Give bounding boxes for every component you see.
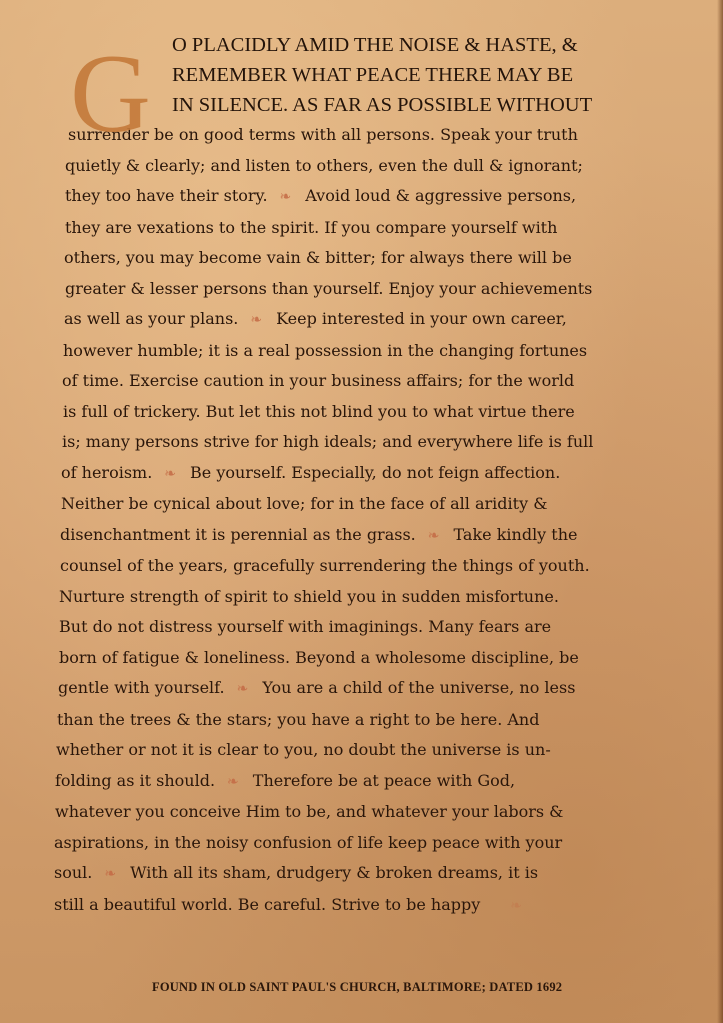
leaf-ornament-icon: ❧: [510, 897, 522, 914]
poem-line: [64, 304, 690, 336]
poem-line: [58, 673, 690, 705]
caps-line: REMEMBER WHAT PEACE THERE MAY BE: [172, 64, 574, 86]
poem-line: [65, 181, 690, 213]
poem-line-text: Nurture strength of spirit to shield you in sudden misfortune.: [59, 586, 559, 606]
poem-line-text: of time. Exercise caution in your business affairs; for the world: [62, 371, 575, 390]
drop-cap: G: [70, 32, 151, 156]
leaf-ornament-icon: ❧: [427, 527, 440, 544]
poem-line-text: Neither be cynical about love; for in the face of all aridity &: [61, 494, 548, 513]
poem-line-text: of heroism.: [61, 462, 153, 482]
poem-line-text: disenchantment it is perennial as the grass.: [60, 524, 416, 544]
poem-line: [54, 858, 690, 890]
poem-line-text: gentle with yourself.: [58, 678, 225, 697]
page-edge-shadow: [717, 0, 723, 1023]
poem-line-text: quietly & clearly; and listen to others, even the dull & ignorant;: [65, 155, 583, 175]
poem-line: [59, 612, 690, 643]
poem-body: [54, 30, 690, 921]
poem-line-text: they too have their story.: [65, 186, 268, 205]
poem-line-text: soul.: [54, 863, 93, 882]
poem-line-text: than the trees & the stars; you have a right to be here. And: [57, 709, 540, 729]
footer-attribution: FOUND IN OLD SAINT PAUL'S CHURCH, BALTIMORE; DATED 1692: [152, 980, 563, 994]
poem-line-text: surrender be on good terms with all persons. Speak your truth: [68, 125, 578, 144]
poem-line-text: counsel of the years, gracefully surrendering the things of youth.: [60, 556, 590, 575]
poem-line-text: whatever you conceive Him to be, and whatever your labors &: [55, 802, 564, 821]
poem-line: [57, 705, 690, 736]
poem-line: [65, 151, 690, 182]
poem-line-text: is; many persons strive for high ideals; and everywhere life is full: [62, 432, 594, 451]
poem-line-text: however humble; it is a real possession in the changing fortunes: [63, 340, 588, 360]
poem-line: [60, 520, 690, 552]
poem-line: [59, 643, 690, 674]
poem-line-text: whether or not it is clear to you, no doubt the universe is un-: [56, 740, 551, 759]
poem-line-text: But do not distress yourself with imaginings. Many fears are: [59, 617, 552, 636]
poem-line: [59, 582, 690, 613]
leaf-ornament-icon: ❧: [164, 465, 177, 482]
poem-line: [60, 551, 690, 582]
poem-line: [62, 366, 690, 397]
caps-line: IN SILENCE. AS FAR AS POSSIBLE WITHOUT: [172, 94, 593, 116]
leaf-ornament-icon: ❧: [227, 773, 239, 790]
poem-lines: [54, 120, 690, 921]
poem-line: [64, 243, 690, 274]
poem-line: [56, 735, 690, 766]
poem-line: [54, 828, 690, 859]
poem-line-text: still a beautiful world. Be careful. Strive to be happy: [54, 894, 481, 914]
leaf-ornament-icon: ❧: [279, 189, 292, 205]
poem-line-text: With all its sham, drudgery & broken dreams, it is: [130, 863, 539, 882]
poem-line: [61, 489, 690, 520]
poem-line: [55, 797, 690, 828]
poem-line-text: Be yourself. Especially, do not feign affection.: [190, 462, 561, 482]
poem-line: [61, 458, 690, 490]
poem-line: [63, 336, 690, 367]
caps-line: O PLACIDLY AMID THE NOISE & HASTE, &: [172, 34, 578, 56]
poem-line-text: Avoid loud & aggressive persons,: [305, 186, 577, 205]
poem-line: [62, 427, 690, 458]
poem-line-text: folding as it should.: [55, 770, 216, 790]
poem-line-text: aspirations, in the noisy confusion of life keep peace with your: [54, 832, 563, 852]
poem-line: [65, 274, 690, 305]
poem-line-text: is full of trickery. But let this not blind you to what virtue there: [63, 401, 575, 421]
poem-line: [63, 397, 690, 428]
poem-line-text: Therefore be at peace with God,: [252, 770, 516, 790]
poem-line-text: as well as your plans.: [64, 309, 239, 328]
poem-line-text: they are vexations to the spirit. If you compare yourself with: [65, 217, 558, 237]
poem-line-text: born of fatigue & loneliness. Beyond a wholesome discipline, be: [59, 647, 579, 667]
poem-line-text: Take kindly the: [453, 524, 578, 544]
poem-line: [68, 120, 690, 151]
poem-line-text: Keep interested in your own career,: [276, 309, 567, 328]
poem-line-text: You are a child of the universe, no less: [262, 678, 576, 697]
leaf-ornament-icon: ❧: [104, 866, 117, 882]
poem-line-text: others, you may become vain & bitter; for always there will be: [64, 248, 572, 267]
poem-line: [54, 890, 690, 922]
leaf-ornament-icon: ❧: [236, 681, 249, 697]
poem-line: [65, 213, 690, 244]
leaf-ornament-icon: ❧: [250, 312, 263, 328]
poem-line-text: greater & lesser persons than yourself. Enjoy your achievements: [65, 278, 593, 298]
poem-line: [55, 766, 690, 798]
